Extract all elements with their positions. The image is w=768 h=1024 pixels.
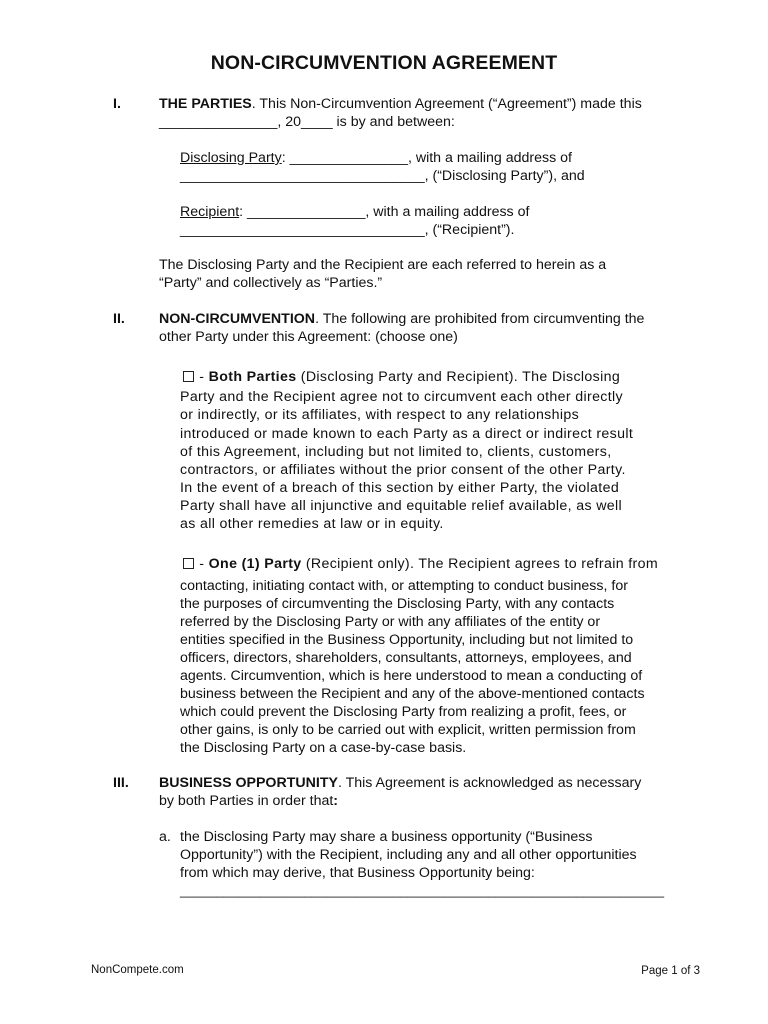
recipient-line-1 xyxy=(180,203,529,221)
business-opportunity-heading: BUSINESS OPPORTUNITY xyxy=(159,775,338,791)
option-both-body-line: introduced or made known to each Party as a direct or indirect result xyxy=(180,426,634,442)
disclosing-party-line-2: _______________________________, (“Disclosing Party”), and xyxy=(180,168,585,184)
option-one-body-line: referred by the Disclosing Party or with any affiliates of the entity or xyxy=(180,614,601,630)
option-one-body-line: officers, directors, shareholders, consultants, attorneys, employees, and xyxy=(180,650,632,666)
option-both-body-line: or indirectly, or its affiliates, with respect to any relationships xyxy=(180,407,580,423)
non-circumvention-intro-line-1 xyxy=(159,310,644,328)
document-title: NON-CIRCUMVENTION AGREEMENT xyxy=(210,52,558,74)
option-one-checkbox[interactable] xyxy=(183,558,194,569)
option-both-body-line: as all other remedies at law or in equity. xyxy=(180,516,444,532)
disclosing-party-text: : _______________, with a mailing address of xyxy=(281,150,572,166)
option-both-body-line: In the event of a breach of this section by either Party, the violated xyxy=(180,480,620,496)
option-both-checkbox[interactable] xyxy=(183,371,194,382)
business-opportunity-colon: : xyxy=(333,793,339,809)
option-one-body-line: business between the Recipient and any of the above-mentioned contacts xyxy=(180,686,645,702)
option-one-label: One (1) Party xyxy=(208,556,302,572)
option-both-body-line: contractors, or affiliates without the prior consent of the other Party. xyxy=(180,462,626,478)
option-one-body-line: which could prevent the Disclosing Party from realizing a profit, fees, or xyxy=(180,704,627,720)
option-one-body-line: the Disclosing Party on a case-by-case basis. xyxy=(180,740,467,756)
parties-heading: THE PARTIES xyxy=(159,96,252,112)
option-one-body-line: the purposes of circumventing the Disclosing Party, with any contacts xyxy=(180,596,615,612)
item-a-marker: a. xyxy=(159,829,171,845)
option-both-first-line: (Disclosing Party and Recipient). The Disclosing xyxy=(296,369,621,385)
business-opportunity-intro-text: . This Agreement is acknowledged as necessary xyxy=(337,775,642,791)
footer-site: NonCompete.com xyxy=(91,964,184,976)
item-a-line: Opportunity”) with the Recipient, including any and all other opportunities xyxy=(180,847,637,863)
option-one-body-line: entities specified in the Business Opportunity, including but not limited to xyxy=(180,632,634,648)
option-one-body-line: other gains, is only to be carried out with explicit, written permission from xyxy=(180,722,636,738)
option-both-body-line: of this Agreement, including but not limited to, clients, customers, xyxy=(180,444,612,460)
option-one-body-line: contacting, initiating contact with, or attempting to conduct business, for xyxy=(180,578,628,594)
option-both-parties xyxy=(183,368,620,386)
recipient-line-2: _______________________________, (“Recipient”). xyxy=(180,222,515,238)
item-a-line: from which may derive, that Business Opportunity being: xyxy=(180,865,535,881)
disclosing-party-line-1 xyxy=(180,149,572,167)
option-one-body-line: agents. Circumvention, which is here understood to mean a conducting of xyxy=(180,668,643,684)
business-opportunity-intro-line-1 xyxy=(159,774,641,792)
business-opportunity-intro-text-2: by both Parties in order that xyxy=(159,793,334,809)
option-both-label: Both Parties xyxy=(208,369,297,385)
recipient-label: Recipient xyxy=(180,204,240,220)
business-opportunity-intro-line-2 xyxy=(159,792,338,810)
option-both-dash: - xyxy=(195,369,209,385)
option-both-body-line: Party and the Recipient agree not to circumvent each other directly xyxy=(180,389,623,405)
parties-intro-line-1 xyxy=(159,95,642,113)
parties-intro-text: . This Non-Circumvention Agreement (“Agreement”) made this xyxy=(251,96,642,112)
option-both-body-line: Party shall have all injunctive and equitable relief available, as well xyxy=(180,498,623,514)
option-one-first-line: (Recipient only). The Recipient agrees to refrain from xyxy=(301,556,659,572)
non-circumvention-intro-text: . The following are prohibited from circumventing the xyxy=(315,311,645,327)
non-circumvention-heading: NON-CIRCUMVENTION xyxy=(159,311,316,327)
non-circumvention-intro-line-2: other Party under this Agreement: (choose one) xyxy=(159,329,458,345)
section-number-non-circumvention: II. xyxy=(113,311,125,327)
collective-line-1: The Disclosing Party and the Recipient are each referred to herein as a xyxy=(159,257,607,273)
section-number-parties: I. xyxy=(113,96,121,112)
option-one-dash: - xyxy=(195,556,209,572)
parties-intro-line-2: _______________, 20____ is by and between: xyxy=(159,114,455,130)
section-number-business-opportunity: III. xyxy=(113,775,129,791)
item-a-line: the Disclosing Party may share a business opportunity (“Business xyxy=(180,829,593,845)
option-one-party xyxy=(183,555,658,573)
business-opportunity-blank-line: __________________________________________________________________ xyxy=(180,883,665,898)
collective-line-2: “Party” and collectively as “Parties.” xyxy=(159,275,383,291)
recipient-text: : _______________, with a mailing address of xyxy=(239,204,530,220)
disclosing-party-label: Disclosing Party xyxy=(180,150,282,166)
footer-page-number: Page 1 of 3 xyxy=(641,965,700,977)
